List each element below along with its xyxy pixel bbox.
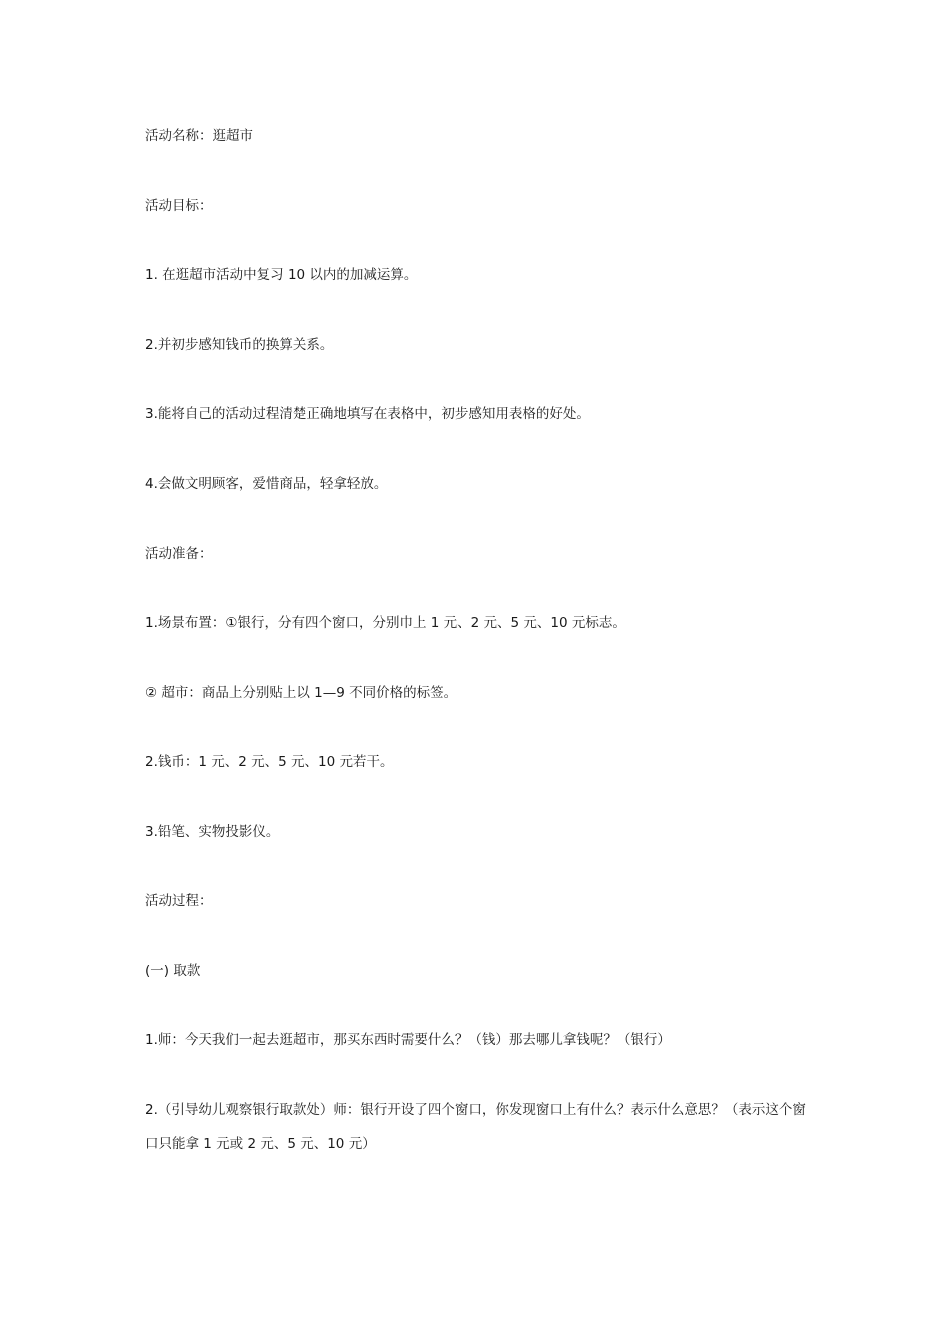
process-item-2: 2.（引导幼儿观察银行取款处）师：银行开设了四个窗口，你发现窗口上有什么？表示什么意思？（表示这个窗口只能拿 1 元或 2 元、5 元、10 元） (145, 1102, 806, 1152)
section-heading-preparation: 活动准备： (145, 546, 213, 562)
goal-item-4: 4.会做文明顾客，爱惜商品，轻拿轻放。 (145, 476, 388, 492)
section-heading-process: 活动过程： (145, 893, 213, 909)
prep-item-1: 1.场景布置：①银行，分有四个窗口，分别巾上 1 元、2 元、5 元、10 元标志。 (145, 615, 626, 631)
process-item-1: 1.师：今天我们一起去逛超市，那买东西时需要什么？（钱）那去哪儿拿钱呢？（银行） (145, 1032, 671, 1048)
prep-item-3: 3.铅笔、实物投影仪。 (145, 824, 280, 840)
section-heading-goals: 活动目标： (145, 198, 213, 214)
goal-item-1: 1. 在逛超市活动中复习 10 以内的加减运算。 (145, 267, 418, 283)
goal-item-3: 3.能将自己的活动过程清楚正确地填写在表格中，初步感知用表格的好处。 (145, 406, 590, 422)
goal-item-2: 2.并初步感知钱币的换算关系。 (145, 337, 334, 353)
prep-item-2: 2.钱币：1 元、2 元、5 元、10 元若干。 (145, 754, 394, 770)
activity-name: 活动名称：逛超市 (145, 128, 253, 144)
process-step-heading: (一) 取款 (145, 963, 201, 979)
prep-item-1b: ② 超市：商品上分别贴上以 1—9 不同价格的标签。 (145, 685, 458, 701)
